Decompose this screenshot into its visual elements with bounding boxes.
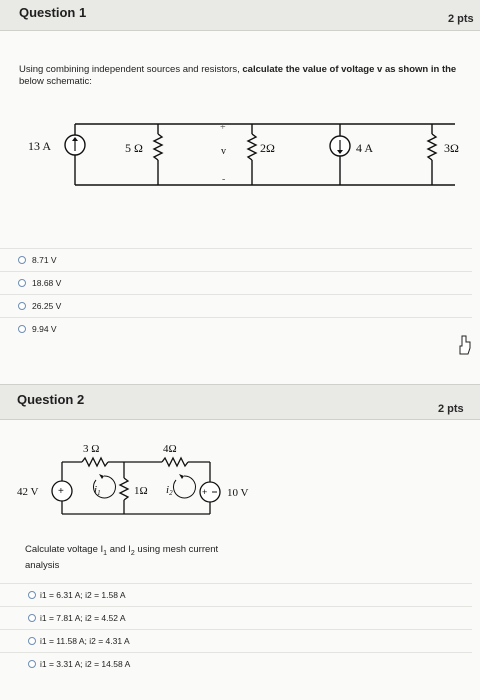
source-13a-label: 13 A xyxy=(28,139,52,153)
radio-button[interactable] xyxy=(28,637,36,645)
choice-label: 18.68 V xyxy=(32,278,62,288)
resistor-3ohm-label: 3 Ω xyxy=(83,443,100,455)
plus-sign: + xyxy=(220,122,226,133)
voltage-source-42v-icon xyxy=(52,481,72,501)
mesh-current-i2-label: i2 xyxy=(166,484,173,497)
question-2-prompt xyxy=(25,544,325,572)
source-10v-label: 10 V xyxy=(227,487,249,499)
question-1-title: Question 1 xyxy=(19,5,87,20)
question-2-prompt-mid: and I xyxy=(107,544,131,555)
resistor-5-label: 5 Ω xyxy=(125,141,143,155)
radio-button[interactable] xyxy=(28,591,36,599)
current-source-13a-icon xyxy=(65,135,85,155)
question-2-sub2: 2 xyxy=(130,549,135,557)
question-1-choice-1[interactable] xyxy=(0,248,472,271)
choice-label: i1 = 6.31 A; i2 = 1.58 A xyxy=(40,590,126,600)
question-1-prompt-text: Using combining independent sources and resistors, xyxy=(19,64,243,75)
voltage-source-10v-icon xyxy=(200,482,220,502)
resistor-3-label: 3Ω xyxy=(444,141,459,155)
question-1-choice-3[interactable] xyxy=(0,294,472,317)
current-source-4a-icon xyxy=(330,136,350,156)
question-1-header xyxy=(0,0,480,31)
question-2-points: 2 pts xyxy=(438,403,464,415)
question-2-title: Question 2 xyxy=(17,392,85,407)
question-2-prompt-line2: analysis xyxy=(25,559,60,571)
question-2-choice-1[interactable] xyxy=(0,583,472,606)
question-1-points: 2 pts xyxy=(448,13,474,25)
svg-text:+: + xyxy=(202,487,208,497)
mesh-current-i1-label: i1 xyxy=(94,484,101,497)
choice-label: i1 = 11.58 A; i2 = 4.31 A xyxy=(40,636,130,646)
choice-label: 9.94 V xyxy=(32,324,57,334)
radio-button[interactable] xyxy=(18,279,26,287)
question-2-choice-3[interactable] xyxy=(0,629,472,652)
radio-button[interactable] xyxy=(28,660,36,668)
source-42v-label: 42 V xyxy=(17,486,39,498)
question-2-header xyxy=(0,384,480,420)
radio-button[interactable] xyxy=(18,256,26,264)
question-1-prompt-line2: below schematic: xyxy=(19,76,92,87)
question-2-prompt-end: using mesh current xyxy=(134,544,219,555)
minus-sign: - xyxy=(222,174,226,185)
choice-label: 26.25 V xyxy=(32,301,62,311)
radio-button[interactable] xyxy=(18,325,26,333)
question-2-schematic xyxy=(0,432,300,527)
question-2-choice-4[interactable] xyxy=(0,652,472,675)
question-2-choice-2[interactable] xyxy=(0,606,472,629)
mouse-cursor-icon xyxy=(458,334,474,360)
resistor-2-label: 2Ω xyxy=(260,141,275,155)
question-2-prompt-text: Calculate voltage I xyxy=(25,544,104,555)
resistor-4ohm-label: 4Ω xyxy=(163,443,177,455)
svg-text:+: + xyxy=(58,486,64,497)
question-1-choice-2[interactable] xyxy=(0,271,472,294)
question-1-schematic xyxy=(0,110,480,215)
voltage-v-label: v xyxy=(221,146,226,157)
radio-button[interactable] xyxy=(18,302,26,310)
question-1-prompt-bold: calculate the value of voltage v as shown in the xyxy=(242,64,457,75)
question-1-choice-4[interactable] xyxy=(0,317,472,340)
choice-label: i1 = 7.81 A; i2 = 4.52 A xyxy=(40,613,126,623)
choice-label: i1 = 3.31 A; i2 = 14.58 A xyxy=(40,659,131,669)
question-2-sub1: 1 xyxy=(103,549,108,557)
resistor-1ohm-label: 1Ω xyxy=(134,485,148,497)
question-1-prompt xyxy=(19,64,474,88)
choice-label: 8.71 V xyxy=(32,255,57,265)
radio-button[interactable] xyxy=(28,614,36,622)
source-4a-label: 4 A xyxy=(356,141,374,155)
